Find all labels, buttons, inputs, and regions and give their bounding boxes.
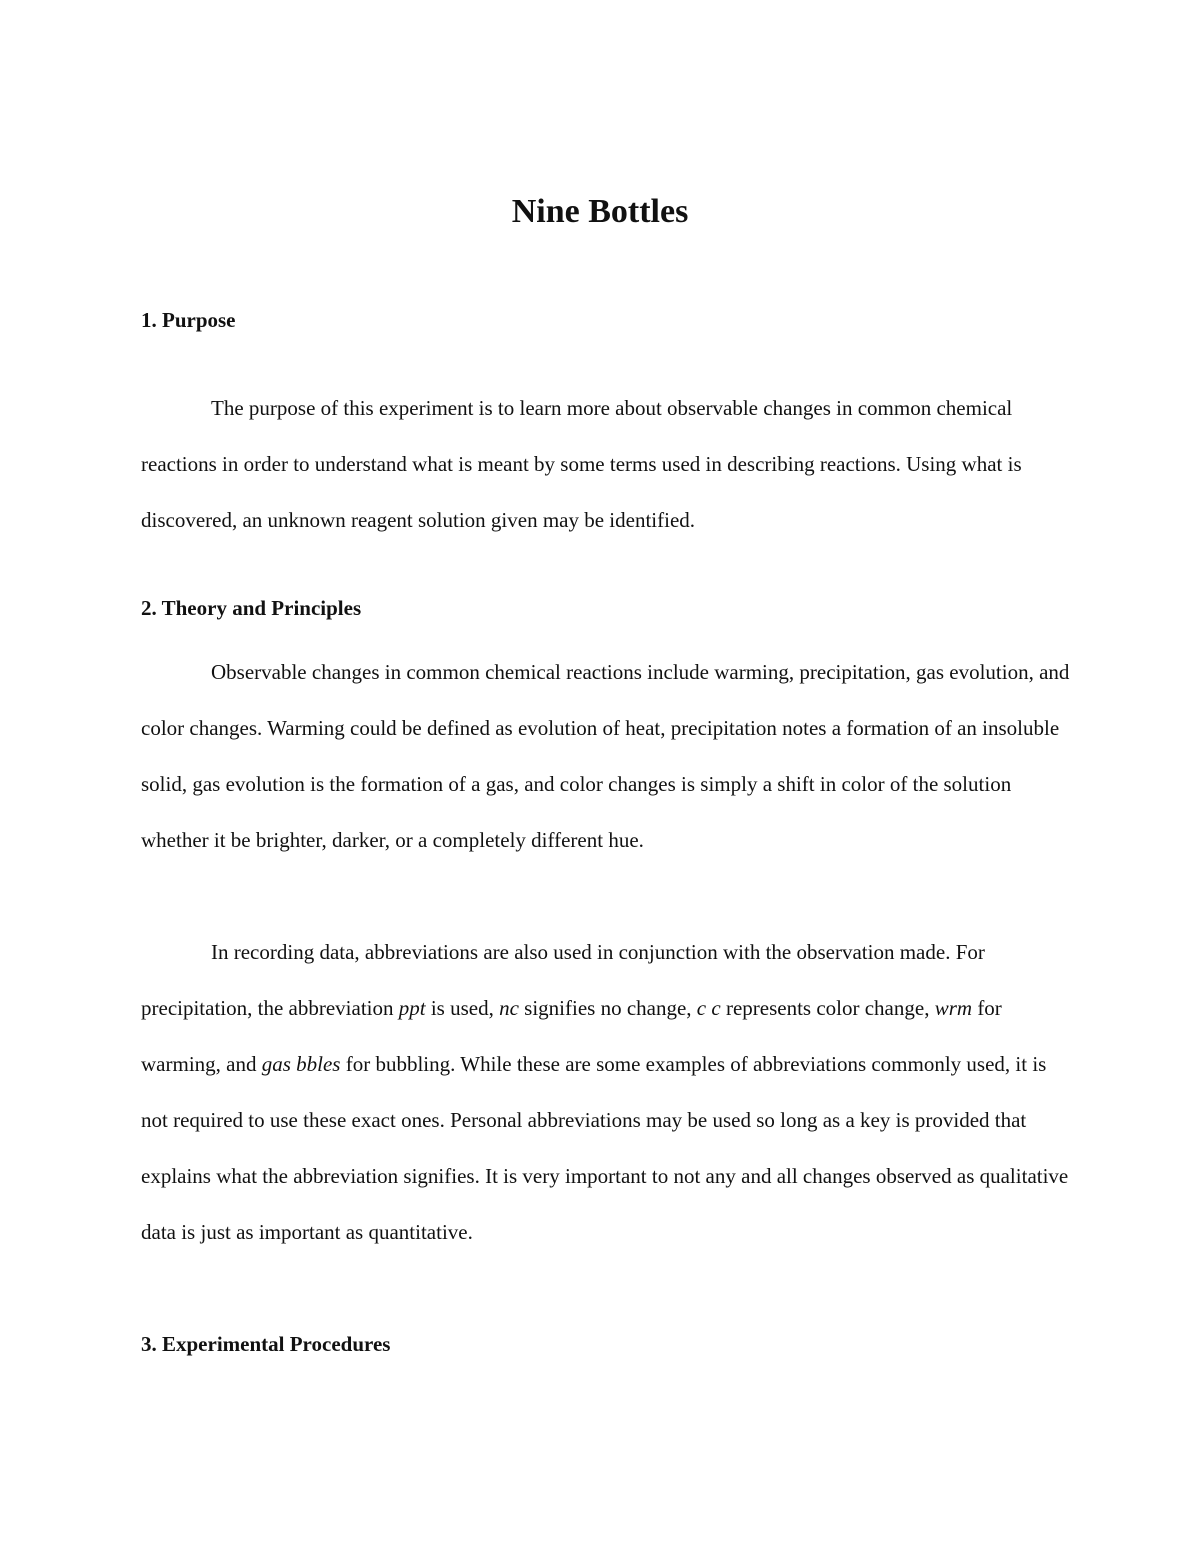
abbreviation-wrm: wrm xyxy=(934,996,973,1020)
paragraph-text: for warming, and xyxy=(141,996,1002,1076)
section-heading-purpose: 1. Purpose xyxy=(141,308,236,332)
abbreviation-ppt: ppt xyxy=(398,996,426,1020)
paragraph-text: for bubbling. While these are some examples of abbreviations commonly used, it is not required to use these exact ones. Personal abbreviations may be used so long as a key is provided that explains what the abbreviation signifies. It is very important to not any and all changes observed as qualitative data is just as important as quantitative. xyxy=(141,1052,1069,1244)
section-heading-procedures: 3. Experimental Procedures xyxy=(141,1332,391,1356)
paragraph-text: signifies no change, xyxy=(518,996,697,1020)
theory-paragraph-2 xyxy=(141,924,1071,1260)
document-title: Nine Bottles xyxy=(511,193,689,230)
abbreviation-cc: c c xyxy=(696,996,721,1020)
abbreviation-gas-bbles: gas bbles xyxy=(261,1052,341,1076)
theory-paragraph-1: Observable changes in common chemical reactions include warming, precipitation, gas evolution, and color changes. Warming could be defined as evolution of heat, precipitation notes a formation of an insoluble solid, gas evolution is the formation of a gas, and color changes is simply a shift in color of the solution whether it be brighter, darker, or a completely different hue. xyxy=(141,660,1070,852)
paragraph-text: In recording data, abbreviations are also used in conjunction with the observation made. For precipitation, the abbreviation xyxy=(141,940,985,1020)
section-heading-theory: 2. Theory and Principles xyxy=(141,596,362,620)
purpose-paragraph: The purpose of this experiment is to learn more about observable changes in common chemical reactions in order to understand what is meant by some terms used in describing reactions. Using what is discovered, an unknown reagent solution given may be identified. xyxy=(141,396,1022,532)
paragraph-text: represents color change, xyxy=(720,996,935,1020)
abbreviation-nc: nc xyxy=(499,996,519,1020)
paragraph-text: is used, xyxy=(425,996,500,1020)
